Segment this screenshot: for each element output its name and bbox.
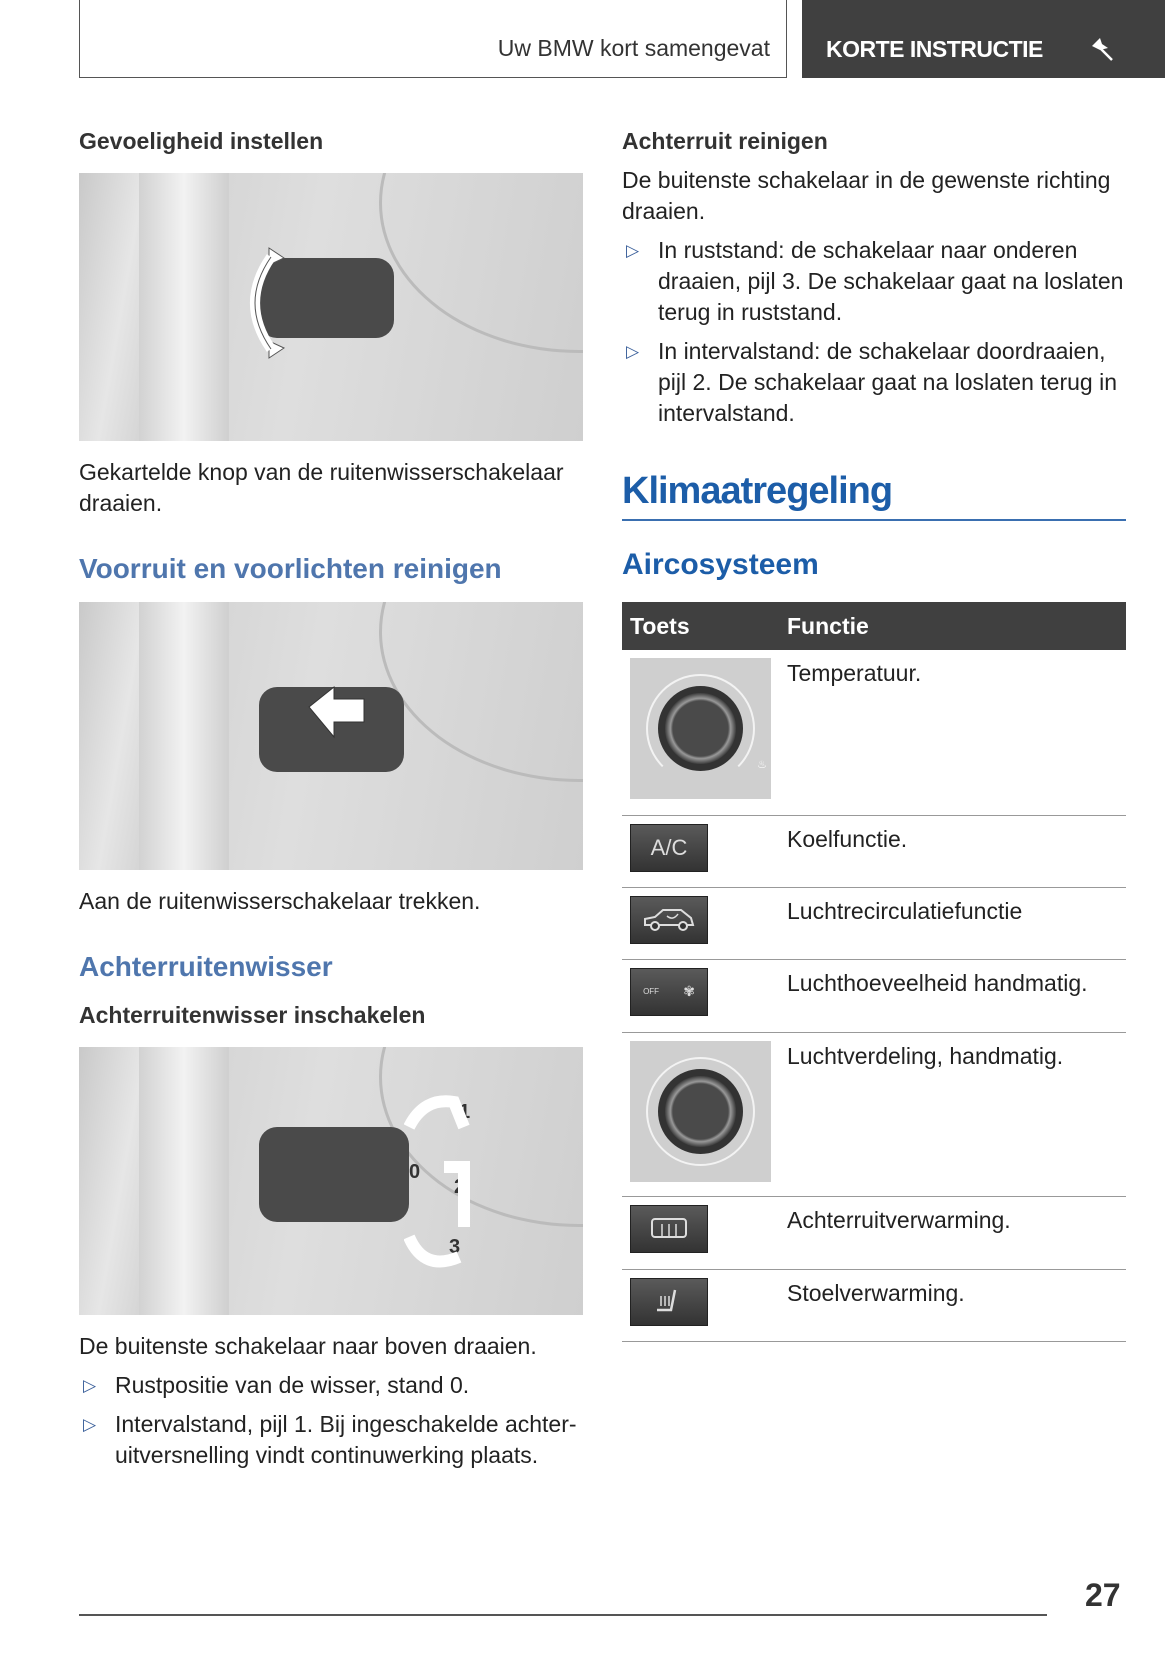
list-item-text: In ruststand: de schakelaar naar onderen draaien, pijl 3. De schakelaar gaat na loslaten terug in ruststand.	[658, 237, 1124, 325]
heading-achterruit-reinigen: Achterruit reinigen	[622, 128, 828, 154]
controls-table	[622, 602, 1126, 1342]
heading-gevoeligheid: Gevoeligheid instellen	[79, 128, 324, 154]
air-distribution-knob-icon	[630, 1041, 771, 1182]
rear-defrost-icon	[630, 1205, 708, 1253]
col-toets: Toets	[622, 602, 779, 650]
chapter-title: KORTE INSTRUCTIE	[826, 36, 1043, 62]
figure-windscreen-wash	[79, 602, 583, 870]
function-text: Luchtrecirculatiefunctie	[779, 887, 1126, 959]
function-text: Stoelverwarming.	[779, 1269, 1126, 1341]
right-column	[622, 126, 1126, 1342]
fan-icon: OFF ✾	[630, 968, 708, 1016]
heading-achterruitenwisser: Achterruitenwisser	[79, 951, 333, 982]
figure-wiper-sensitivity	[79, 173, 583, 441]
rotate-arrows-icon	[229, 243, 289, 363]
right-bullet-list	[622, 235, 1126, 429]
caption-2: Aan de ruitenwisserschakelaar trekken.	[79, 888, 481, 914]
function-text: Luchtverdeling, handmatig.	[779, 1032, 1126, 1196]
ac-button-icon: A/C	[630, 824, 708, 872]
rotation-arrows-icon	[404, 1087, 484, 1277]
position-label-0: 0	[409, 1161, 421, 1183]
fan-off-label: OFF	[643, 987, 660, 996]
function-text: Achterruitverwarming.	[779, 1196, 1126, 1269]
list-item: ▷ In intervalstand: de schakelaar doordraaien, pijl 2. De schakelaar gaat na loslaten terug in intervalstand.	[626, 338, 1118, 426]
text-3: De buitenste schakelaar naar boven draaien.	[79, 1333, 537, 1359]
table-row	[622, 815, 1126, 887]
running-header-section	[79, 0, 787, 78]
table-header	[622, 602, 1126, 650]
page-number: 27	[1085, 1577, 1121, 1613]
section-heading: Aircosysteem	[622, 548, 819, 581]
pushpin-icon	[1088, 36, 1114, 62]
table-row	[622, 1269, 1126, 1341]
function-text: Koelfunctie.	[779, 815, 1126, 887]
arrow-label-2: 2	[454, 1176, 466, 1198]
col-functie: Functie	[779, 602, 1126, 650]
list-item-text: In intervalstand: de schakelaar doordraaien, pijl 2. De schakelaar gaat na loslaten terug in intervalstand.	[658, 338, 1118, 426]
function-text: Luchthoeveelheid handmatig.	[779, 959, 1126, 1032]
list-item: ▷ Intervalstand, pijl 1. Bij ingeschakelde achter-uitversnelling vindt continuwerking plaats.	[83, 1411, 577, 1468]
recirculation-icon	[630, 896, 708, 944]
left-bullet-list	[79, 1370, 583, 1471]
list-item-text: Rustpositie van de wisser, stand 0.	[115, 1372, 470, 1398]
table-row	[622, 887, 1126, 959]
arrow-label-3: 3	[449, 1236, 461, 1258]
chapter-tab	[802, 0, 1165, 78]
arrow-label-1: 1	[459, 1101, 471, 1123]
seat-heating-icon	[630, 1278, 708, 1326]
pull-arrow-icon	[304, 682, 374, 752]
function-text: Temperatuur.	[779, 650, 1126, 815]
figure-rear-wiper	[79, 1047, 583, 1315]
footer-rule	[79, 1614, 1047, 1616]
table-row	[622, 1032, 1126, 1196]
left-column	[79, 126, 583, 1471]
heading-voorruit: Voorruit en voorlichten reinigen	[79, 553, 502, 584]
heading-inschakelen: Achterruitenwisser inschakelen	[79, 1002, 426, 1028]
table-row	[622, 650, 1126, 815]
table-row	[622, 1196, 1126, 1269]
table-row	[622, 959, 1126, 1032]
list-item: ▷ Rustpositie van de wisser, stand 0.	[83, 1372, 470, 1398]
temperature-knob-icon: ♨	[630, 658, 771, 799]
intro-text: De buitenste schakelaar in de gewenste richting draaien.	[622, 167, 1111, 224]
list-item: ▷ In ruststand: de schakelaar naar onderen draaien, pijl 3. De schakelaar gaat na loslaten terug in ruststand.	[626, 237, 1124, 325]
chapter-heading: Klimaatregeling	[622, 469, 1126, 521]
section-title: Uw BMW kort samengevat	[497, 35, 770, 61]
list-item-text: Intervalstand, pijl 1. Bij ingeschakelde achter-uitversnelling vindt continuwerking plaats.	[115, 1411, 577, 1468]
caption-1: Gekartelde knop van de ruitenwisserschakelaar draaien.	[79, 459, 564, 516]
